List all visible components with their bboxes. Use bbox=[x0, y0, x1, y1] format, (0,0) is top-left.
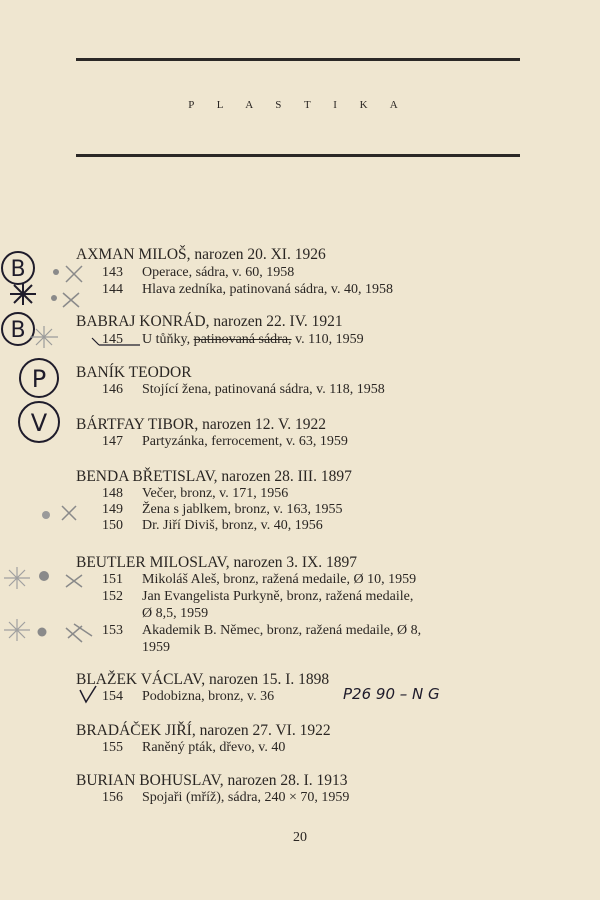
catalog-entry bbox=[102, 739, 285, 756]
catalog-entry bbox=[102, 622, 421, 639]
artist-heading: BURIAN BOHUSLAV, narozen 28. I. 1913 bbox=[76, 772, 348, 789]
catalog-entry bbox=[102, 331, 364, 348]
entry-number: 156 bbox=[102, 790, 123, 805]
struck-text: patinovaná sádra, bbox=[193, 332, 292, 347]
artist-heading: BLAŽEK VÁCLAV, narozen 15. I. 1898 bbox=[76, 671, 330, 688]
entry-text: Dr. Jiří Diviš, bronz, v. 40, 1956 bbox=[142, 518, 323, 533]
artist-heading: BANÍK TEODOR bbox=[76, 364, 192, 381]
artist-heading: BEUTLER MILOSLAV, narozen 3. IX. 1897 bbox=[76, 554, 357, 571]
entry-number: 146 bbox=[102, 382, 123, 397]
page-number: 20 bbox=[293, 830, 307, 845]
pencil-x-mark bbox=[63, 266, 82, 307]
entry-text: Žena s jablkem, bronz, v. 163, 1955 bbox=[142, 502, 343, 517]
entry-number: 151 bbox=[102, 572, 123, 587]
entry-text: v. 110, 1959 bbox=[295, 332, 364, 347]
catalog-entry bbox=[102, 381, 385, 398]
artist-heading: BABRAJ KONRÁD, narozen 22. IV. 1921 bbox=[76, 313, 343, 330]
circled-letter-mark bbox=[19, 402, 59, 442]
handwritten-letter: V bbox=[30, 409, 48, 437]
catalog-entry bbox=[102, 433, 348, 450]
pencil-dot-mark bbox=[51, 269, 59, 301]
entry-number: 152 bbox=[102, 589, 123, 604]
entry-text: Stojící žena, patinovaná sádra, v. 118, 1958 bbox=[142, 382, 385, 397]
circled-letter-mark bbox=[2, 313, 34, 345]
artist-heading: BÁRTFAY TIBOR, narozen 12. V. 1922 bbox=[76, 416, 326, 433]
catalog-entry bbox=[102, 517, 323, 534]
artist-heading: AXMAN MILOŠ, narozen 20. XI. 1926 bbox=[76, 246, 326, 263]
catalog-entry bbox=[102, 789, 349, 806]
asterisk-mark bbox=[10, 283, 36, 305]
entry-text: U tůňky, bbox=[142, 332, 191, 347]
entry-number: 150 bbox=[102, 518, 123, 533]
section-title: P L A S T I K A bbox=[188, 99, 408, 111]
handwritten-letter: B bbox=[10, 257, 26, 282]
handwritten-note: P26 90 – N G bbox=[343, 685, 440, 703]
entry-number: 143 bbox=[102, 265, 123, 280]
catalog-entry bbox=[102, 688, 274, 705]
pencil-x-mark bbox=[66, 575, 82, 587]
entry-text: Podobizna, bronz, v. 36 bbox=[142, 689, 275, 704]
entry-number: 145 bbox=[102, 332, 123, 347]
entry-number: 148 bbox=[102, 486, 123, 501]
catalog-entry bbox=[102, 588, 413, 605]
entry-number: 153 bbox=[102, 623, 123, 638]
pencil-asterisk-mark bbox=[4, 619, 30, 641]
entry-text: Večer, bronz, v. 171, 1956 bbox=[142, 486, 289, 501]
catalog-entry bbox=[102, 485, 288, 502]
top-rule bbox=[76, 58, 520, 61]
entry-text: Hlava zedníka, patinovaná sádra, v. 40, 1958 bbox=[142, 282, 394, 297]
pencil-x-mark bbox=[62, 506, 76, 520]
circled-letter-mark bbox=[2, 252, 34, 284]
entry-text: Operace, sádra, v. 60, 1958 bbox=[142, 265, 295, 280]
handwritten-letter: B bbox=[10, 318, 26, 343]
artist-heading: BRADÁČEK JIŘÍ, narozen 27. VI. 1922 bbox=[76, 722, 331, 739]
catalog-entry bbox=[102, 281, 393, 298]
circled-letter-mark bbox=[20, 359, 58, 397]
artist-heading: BENDA BŘETISLAV, narozen 28. III. 1897 bbox=[76, 468, 352, 485]
entry-number: 144 bbox=[102, 282, 123, 297]
catalog-entry bbox=[102, 571, 416, 588]
entry-number: 149 bbox=[102, 502, 123, 517]
pencil-dot-mark bbox=[38, 628, 47, 637]
bottom-rule bbox=[76, 154, 520, 157]
catalog-entry bbox=[102, 264, 294, 281]
entry-text: Mikoláš Aleš, bronz, ražená medaile, Ø 10, 1959 bbox=[142, 572, 417, 587]
entry-continuation: Ø 8,5, 1959 bbox=[142, 606, 209, 621]
pencil-dot-mark bbox=[39, 571, 49, 581]
entry-text: Raněný pták, dřevo, v. 40 bbox=[142, 740, 286, 755]
entry-text: Spojaři (mříž), sádra, 240 × 70, 1959 bbox=[142, 790, 350, 805]
entry-text: Jan Evangelista Purkyně, bronz, ražená medaile, bbox=[142, 589, 414, 604]
entry-text: Akademik B. Němec, bronz, ražená medaile, Ø 8, bbox=[142, 623, 422, 638]
entry-continuation: 1959 bbox=[142, 640, 170, 655]
pencil-asterisk-mark bbox=[30, 326, 58, 348]
entry-text: Partyzánka, ferrocement, v. 63, 1959 bbox=[142, 434, 348, 449]
pencil-asterisk-mark bbox=[4, 567, 30, 589]
entry-number: 147 bbox=[102, 434, 123, 449]
pencil-x-mark bbox=[66, 624, 92, 642]
catalog-entry bbox=[102, 501, 343, 518]
entry-number: 154 bbox=[102, 689, 123, 704]
pencil-dot-mark bbox=[42, 511, 50, 519]
entry-number: 155 bbox=[102, 740, 123, 755]
handwritten-letter: P bbox=[31, 365, 47, 393]
